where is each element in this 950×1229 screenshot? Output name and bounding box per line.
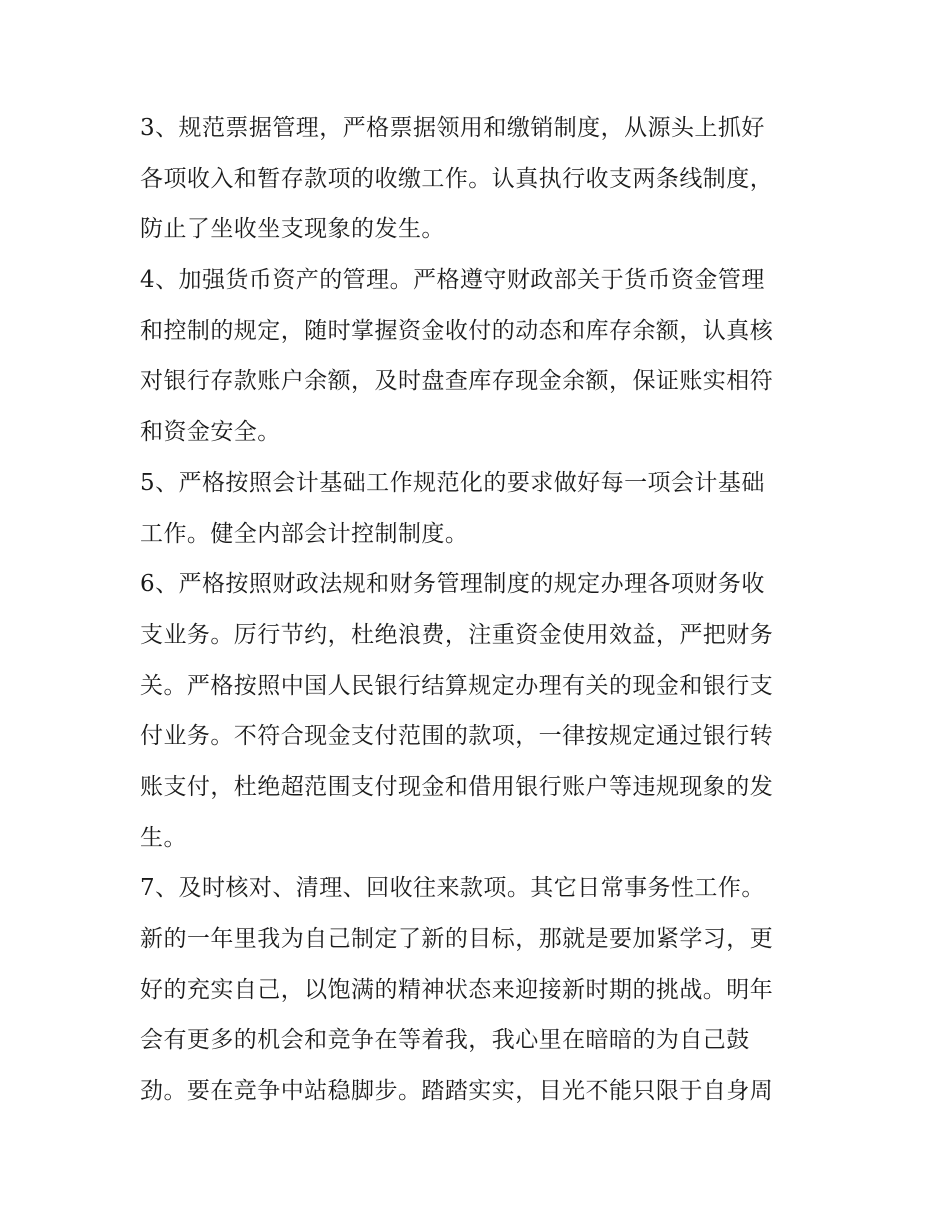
text-line: 6、严格按照财政法规和财务管理制度的规定办理各项财务收 <box>140 571 765 598</box>
text-line: 7、及时核对、清理、回收往来款项。其它日常事务性工作。 <box>140 875 765 902</box>
text-line: 对银行存款账户余额，及时盘查库存现金余额，保证账实相符 <box>140 368 774 395</box>
text-line: 工作。健全内部会计控制制度。 <box>140 520 469 547</box>
text-line: 4、加强货币资产的管理。严格遵守财政部关于货币资金管理 <box>140 267 765 294</box>
text-line: 劲。要在竞争中站稳脚步。踏踏实实，目光不能只限于自身周 <box>140 1078 774 1105</box>
text-line: 支业务。厉行节约，杜绝浪费，注重资金使用效益，严把财务 <box>140 621 774 648</box>
text-line: 好的充实自己，以饱满的精神状态来迎接新时期的挑战。明年 <box>140 976 774 1003</box>
text-line: 各项收入和暂存款项的收缴工作。认真执行收支两条线制度， <box>140 165 774 192</box>
text-line: 5、严格按照会计基础工作规范化的要求做好每一项会计基础 <box>140 469 765 496</box>
text-line: 账支付，杜绝超范围支付现金和借用银行账户等违规现象的发 <box>140 773 774 800</box>
text-line: 和控制的规定，随时掌握资金收付的动态和库存余额，认真核 <box>140 317 774 344</box>
text-line: 和资金安全。 <box>140 419 281 446</box>
text-line: 3、规范票据管理，严格票据领用和缴销制度，从源头上抓好 <box>140 115 765 141</box>
text-line: 会有更多的机会和竞争在等着我，我心里在暗暗的为自己鼓 <box>140 1027 750 1054</box>
text-line: 生。 <box>140 824 187 851</box>
text-line: 防止了坐收坐支现象的发生。 <box>140 216 445 243</box>
text-line: 关。严格按照中国人民银行结算规定办理有关的现金和银行支 <box>140 672 774 699</box>
text-line: 新的一年里我为自己制定了新的目标，那就是要加紧学习，更 <box>140 926 774 952</box>
text-line: 付业务。不符合现金支付范围的款项，一律按规定通过银行转 <box>140 723 774 750</box>
document-body <box>140 103 812 1117</box>
